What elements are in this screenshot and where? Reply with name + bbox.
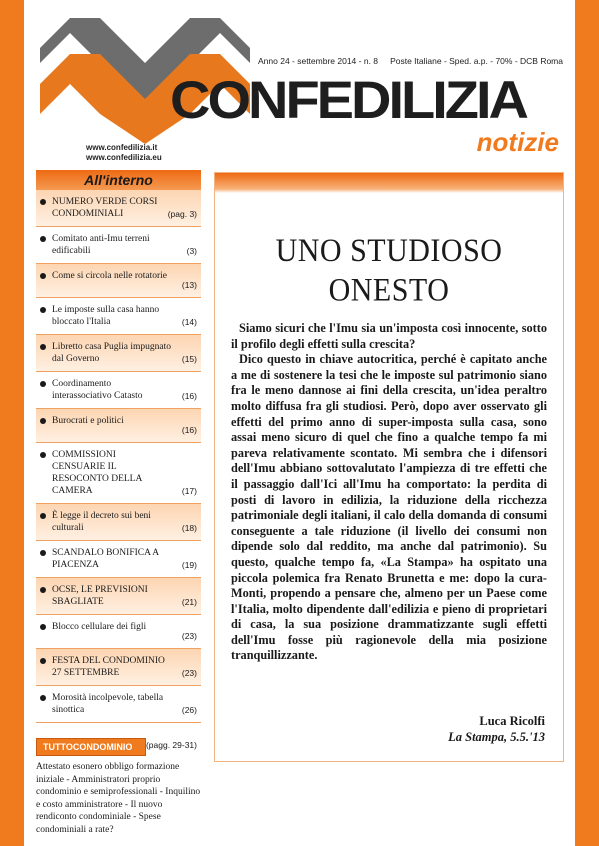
article-signature	[448, 713, 545, 745]
contents-item-page: (13)	[181, 280, 197, 290]
contents-item[interactable]	[36, 615, 201, 649]
contents-item-page: (26)	[181, 705, 197, 715]
contents-item-label: Libretto casa Puglia impugnato dal Governo	[52, 342, 171, 364]
website-links	[86, 143, 162, 163]
contents-item-page: (21)	[181, 597, 197, 607]
contents-item-label: Blocco cellulare dei figli	[52, 622, 147, 632]
contents-item-label: SCANDALO BONIFICA A PIACENZA	[52, 548, 159, 570]
contents-item[interactable]	[36, 504, 201, 541]
contents-list	[36, 190, 201, 723]
website-link-it[interactable]: www.confedilizia.it	[86, 143, 158, 152]
masthead-meta	[258, 56, 563, 66]
contents-item[interactable]	[36, 409, 201, 443]
bullet-icon	[40, 418, 46, 424]
contents-item[interactable]	[36, 298, 201, 335]
contents-item-label: Coordinamento interassociativo Catasto	[52, 379, 143, 401]
contents-item[interactable]	[36, 227, 201, 264]
contents-item-page: (16)	[181, 425, 197, 435]
contents-item[interactable]	[36, 649, 201, 686]
contents-item[interactable]	[36, 335, 201, 372]
contents-item[interactable]	[36, 372, 201, 409]
article-source: La Stampa, 5.5.'13	[448, 730, 545, 744]
tuttocondominio-summary: Attestato esonero obbligo formazione iniziale - Amministratori proprio condominio e semiprofessionali - Inquilino e costo amministratore - Il nuovo rendiconto condominiale - Spese condominiali a rate?	[36, 762, 201, 835]
bullet-icon	[40, 587, 46, 593]
bullet-icon	[40, 550, 46, 556]
bullet-icon	[40, 307, 46, 313]
article-body	[231, 321, 547, 664]
contents-sidebar	[36, 170, 201, 836]
contents-item-page: (pag. 3)	[167, 209, 197, 219]
contents-item[interactable]	[36, 443, 201, 504]
contents-item-label: Come si circola nelle rotatorie	[52, 271, 168, 281]
article-author: Luca Ricolfi	[479, 714, 545, 728]
contents-item-page: (18)	[181, 523, 197, 533]
contents-item[interactable]	[36, 578, 201, 615]
contents-item-label: Le imposte sulla casa hanno bloccato l'Italia	[52, 305, 160, 327]
tuttocondominio-section	[36, 737, 201, 755]
bullet-icon	[40, 513, 46, 519]
editorial-article	[214, 172, 564, 762]
contents-item[interactable]	[36, 264, 201, 298]
contents-item-label: NUMERO VERDE CORSI CONDOMINIALI	[52, 197, 158, 219]
contents-item-label: Morosità incolpevole, tabella sinottica	[52, 693, 164, 715]
contents-item-page: (16)	[181, 391, 197, 401]
website-link-eu[interactable]: www.confedilizia.eu	[86, 153, 162, 162]
bullet-icon	[40, 344, 46, 350]
contents-item-label: FESTA DEL CONDOMINIO 27 SETTEMBRE	[52, 656, 165, 678]
contents-item-page: (3)	[186, 246, 197, 256]
article-header-bar	[215, 173, 563, 193]
bullet-icon	[40, 199, 46, 205]
contents-item-label: Burocrati e politici	[52, 416, 124, 426]
contents-item-label: È legge il decreto sui beni culturali	[52, 511, 151, 533]
article-title	[215, 231, 563, 310]
bullet-icon	[40, 381, 46, 387]
contents-item-page: (14)	[181, 317, 197, 327]
brand-title: CONFEDILIZIA	[170, 69, 526, 130]
article-paragraph: Siamo sicuri che l'Imu sia un'imposta così innocente, sotto il profilo degli effetti sulla crescita?	[231, 321, 547, 351]
contents-item[interactable]	[36, 541, 201, 578]
tuttocondominio-label: TUTTOCONDOMINIO	[36, 738, 146, 756]
contents-item-label: Comitato anti-Imu terreni edificabili	[52, 234, 150, 256]
contents-item-page: (17)	[181, 486, 197, 496]
article-title-line-2: ONESTO	[328, 272, 450, 309]
bullet-icon	[40, 624, 46, 630]
right-orange-border	[575, 0, 599, 846]
bullet-icon	[40, 273, 46, 279]
postal-info: Poste Italiane - Sped. a.p. - 70% - DCB Roma	[390, 56, 563, 66]
issue-info: Anno 24 - settembre 2014 - n. 8	[258, 56, 379, 66]
contents-header: All'interno	[36, 170, 201, 190]
brand-subtitle: notizie	[476, 127, 559, 157]
article-paragraph: Dico questo in chiave autocritica, perché è capitato anche a me di sostenere la tesi che le imposte sul patrimonio siano fra le meno dannose ai fini della crescita, un'idea peraltro molto diffusa fra gli studiosi. Però, dopo aver osservato gli effetti del primo anno di super-imposta sulla casa, sono assai meno sicuro di quel che fino a qualche tempo fa mi pareva relativamente scontato. Mi sembra che i difensori dell'Imu abbiano sottovalutato l'ampiezza di tre effetti che il passaggio dall'Ici all'Imu ha comportato: la perdita di posti di lavoro in edilizia, la riduzione della ricchezza patrimoniale degli italiani, il calo della domanda di consumi conseguente a tale riduzione (il livello dei consumi non dipende solo dal reddito, ma anche dal patrimonio). Su questo, qualche tempo fa, «La Stampa» ha ospitato una piccola polemica fra Renato Brunetta e me: dopo la cura-Monti, propendo a pensare che, almeno per un Paese come l'Italia, molto dipendente dall'edilizia e pieno di proprietari di casa, la sua posizione drammatizzante sugli effetti dell'Imu fosse più ragionevole della mia posizione tranquillizzante.	[231, 352, 547, 663]
contents-item-page: (15)	[181, 354, 197, 364]
contents-item-page: (23)	[181, 668, 197, 678]
contents-item[interactable]	[36, 190, 201, 227]
bullet-icon	[40, 452, 46, 458]
tuttocondominio-pages: (pagg. 29-31)	[145, 740, 197, 750]
article-title-line-1: UNO STUDIOSO	[275, 232, 503, 269]
bullet-icon	[40, 236, 46, 242]
contents-item-page: (23)	[181, 631, 197, 641]
contents-item-label: COMMISSIONI CENSUARIE IL RESOCONTO DELLA CAMERA	[52, 450, 142, 496]
bullet-icon	[40, 658, 46, 664]
left-orange-border	[0, 0, 24, 846]
contents-item[interactable]	[36, 686, 201, 723]
contents-item-page: (19)	[181, 560, 197, 570]
bullet-icon	[40, 695, 46, 701]
contents-item-label: OCSE, LE PREVISIONI SBAGLIATE	[52, 585, 148, 607]
